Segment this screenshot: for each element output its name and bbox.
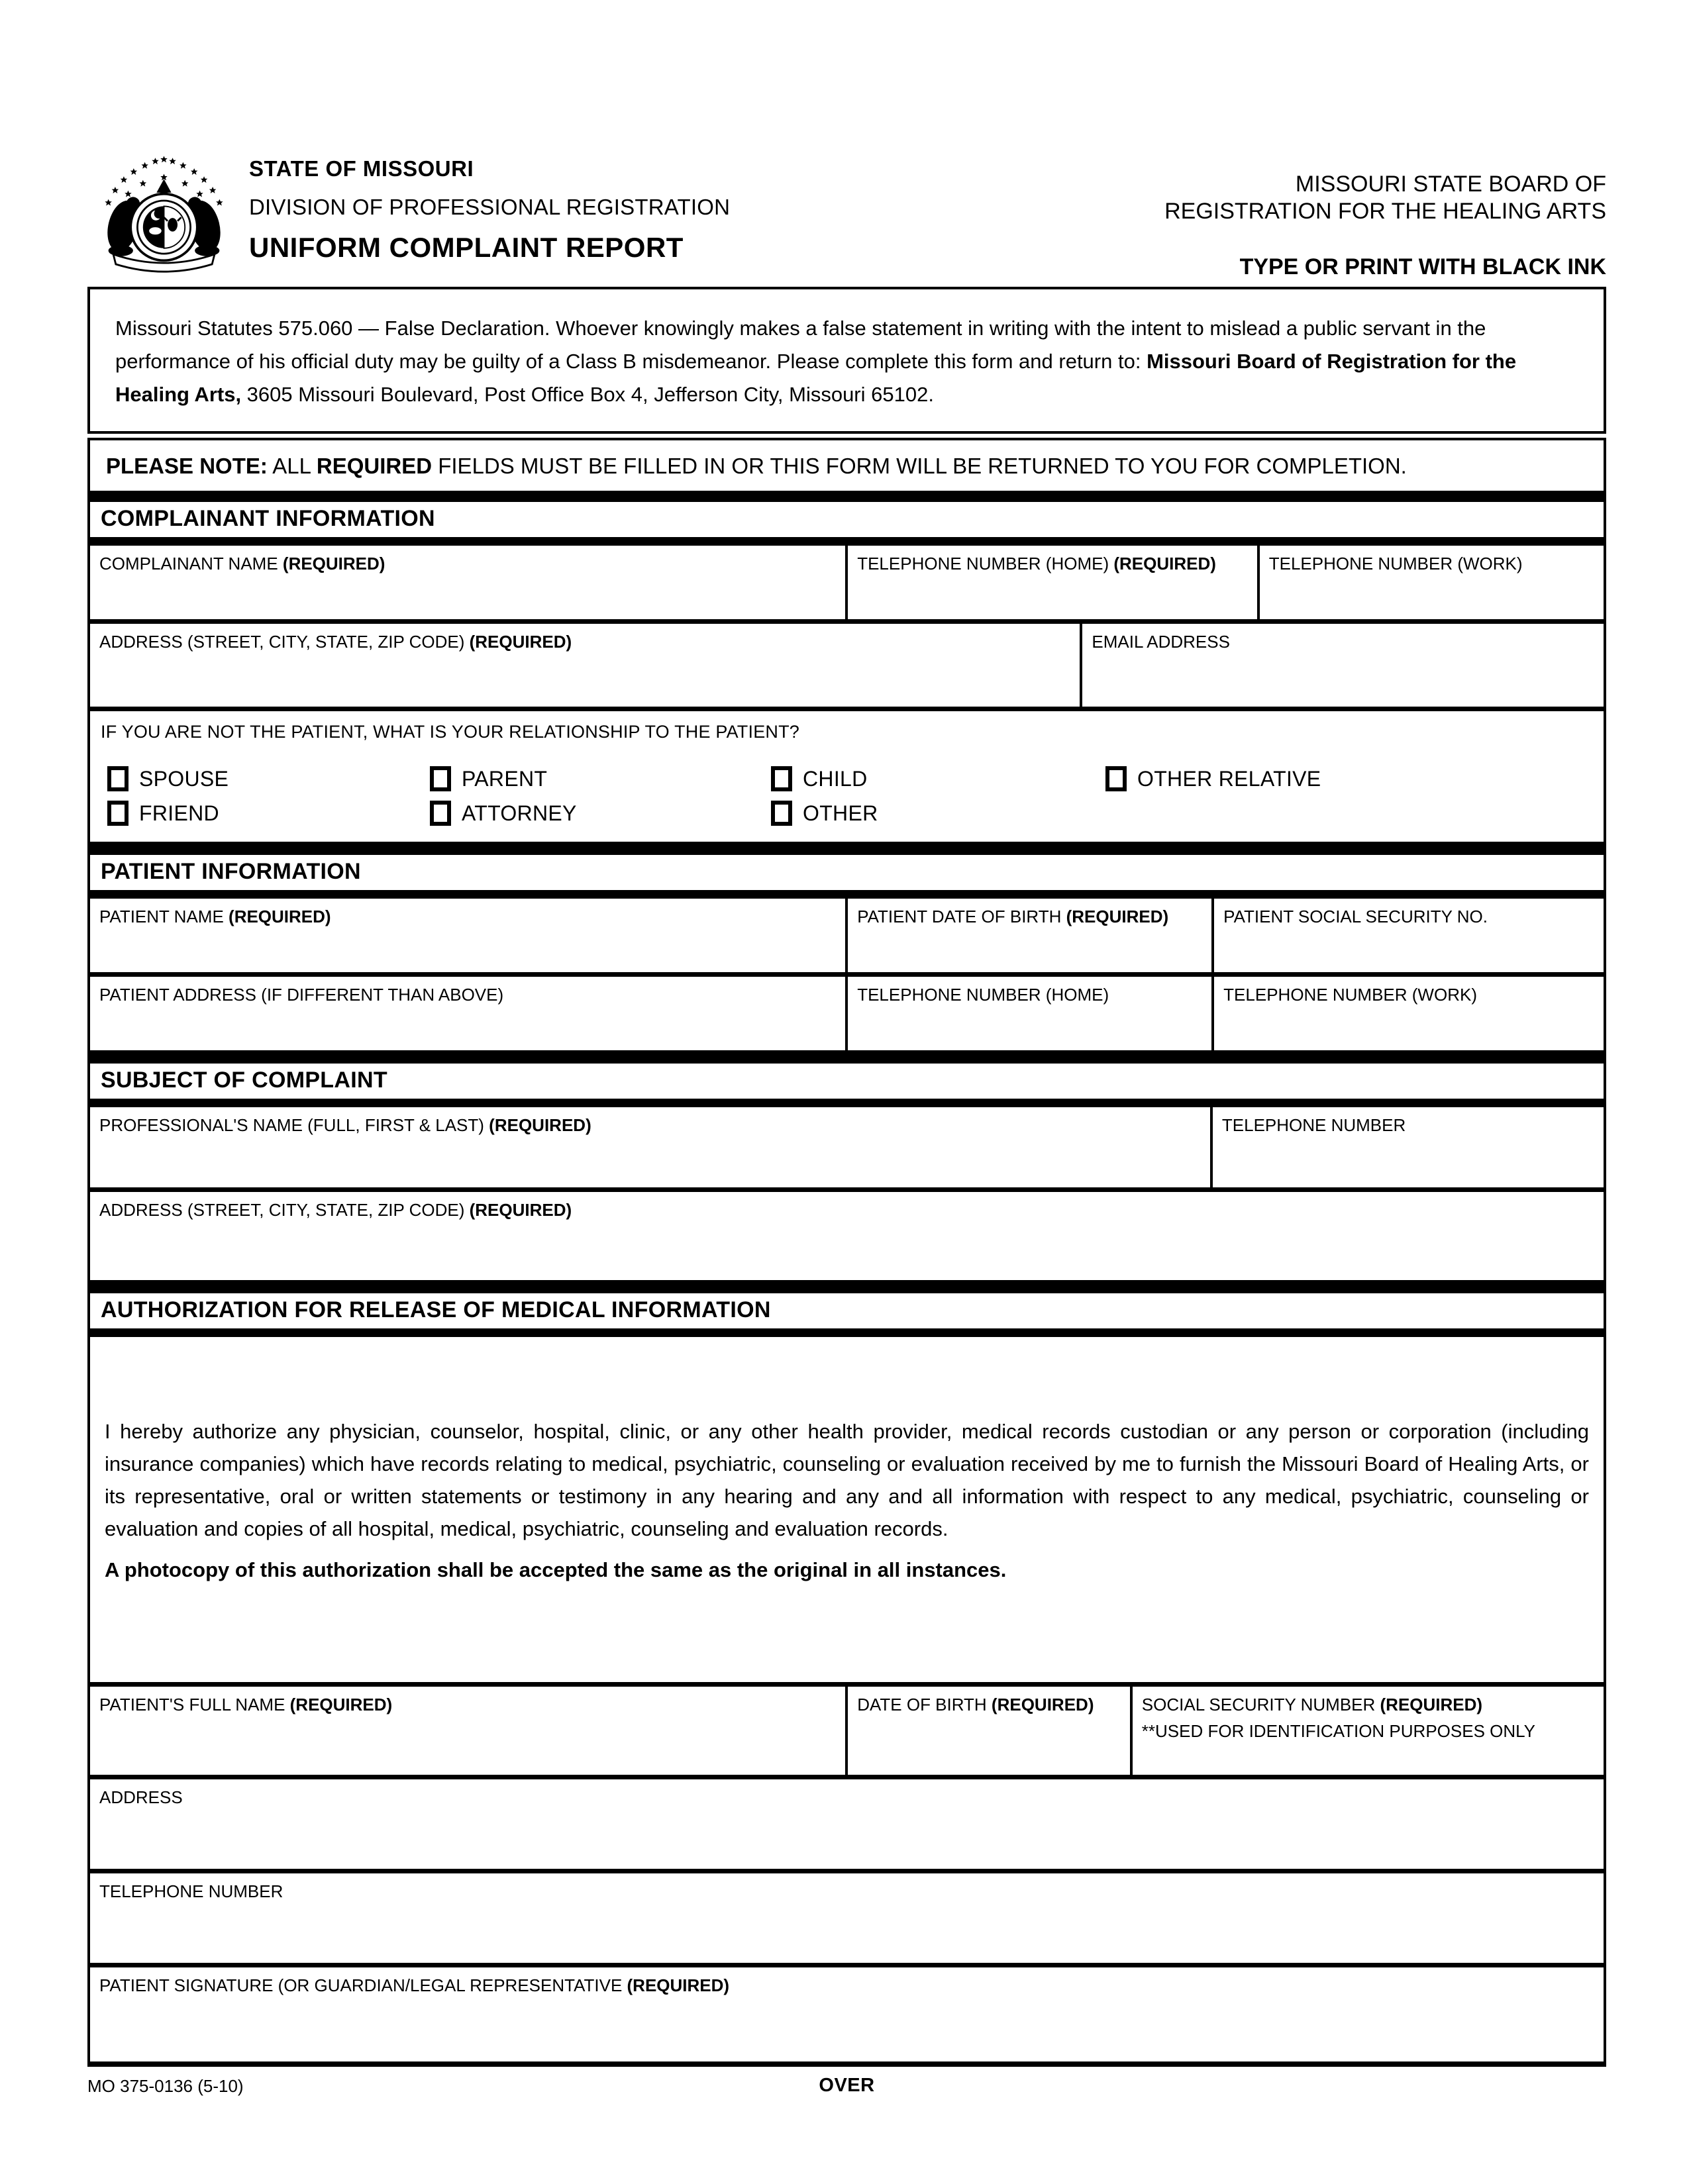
patient-signature-label: PATIENT SIGNATURE (OR GUARDIAN/LEGAL REPRESENTATIVE xyxy=(99,1975,627,1995)
checkbox-spouse[interactable] xyxy=(107,766,128,791)
auth-ssn-label: SOCIAL SECURITY NUMBER xyxy=(1141,1695,1380,1714)
checkbox-friend[interactable] xyxy=(107,801,128,826)
patient-signature-field[interactable]: PATIENT SIGNATURE (OR GUARDIAN/LEGAL REPRESENTATIVE (REQUIRED) xyxy=(99,1975,730,1995)
subject-row-1 xyxy=(87,1107,1606,1192)
checkbox-attorney[interactable] xyxy=(430,801,451,826)
option-parent: PARENT xyxy=(430,766,771,791)
masthead xyxy=(96,147,1606,280)
patient-phone-work-field[interactable] xyxy=(1211,977,1604,1050)
authorization-row-1 xyxy=(87,1687,1606,1779)
authorization-statement xyxy=(87,1337,1606,1687)
ink-instruction: TYPE OR PRINT WITH BLACK INK xyxy=(1239,254,1606,279)
section-title-patient: PATIENT INFORMATION xyxy=(87,846,1606,899)
checkbox-parent[interactable] xyxy=(430,766,451,791)
checkbox-child[interactable] xyxy=(771,766,792,791)
board-block xyxy=(1164,171,1606,280)
over-label: OVER xyxy=(819,2075,875,2096)
professional-name-label: PROFESSIONAL'S NAME (FULL, FIRST & LAST) xyxy=(99,1115,489,1135)
section-title-subject: SUBJECT OF COMPLAINT xyxy=(87,1055,1606,1107)
patient-name-label: PATIENT NAME xyxy=(99,907,229,926)
form-title: UNIFORM COMPLAINT REPORT xyxy=(249,232,684,263)
patient-dob-label: PATIENT DATE OF BIRTH xyxy=(857,907,1066,926)
agency-line2: DIVISION OF PROFESSIONAL REGISTRATION xyxy=(249,195,731,219)
authorization-row-2 xyxy=(87,1779,1606,1873)
subject-phone-field[interactable] xyxy=(1210,1107,1604,1187)
complainant-name-label: COMPLAINANT NAME xyxy=(99,554,283,573)
complaint-form xyxy=(87,287,1606,2067)
relationship-question: IF YOU ARE NOT THE PATIENT, WHAT IS YOUR RELATIONSHIP TO THE PATIENT? xyxy=(101,722,800,742)
subject-phone-label: TELEPHONE NUMBER xyxy=(1221,1115,1406,1135)
relationship-options xyxy=(107,766,1593,826)
option-friend: FRIEND xyxy=(107,801,430,826)
please-note-label: PLEASE NOTE: xyxy=(106,454,268,478)
auth-phone-field[interactable] xyxy=(90,1873,1604,1963)
missouri-state-seal-icon xyxy=(96,147,232,273)
auth-address-label: ADDRESS xyxy=(99,1787,183,1807)
option-other: OTHER xyxy=(771,801,1105,826)
authorization-photocopy-note: A photocopy of this authorization shall be accepted the same as the original in all instances. xyxy=(105,1558,1007,1581)
authorization-row-3 xyxy=(87,1873,1606,1967)
auth-phone-label: TELEPHONE NUMBER xyxy=(99,1881,283,1901)
subject-address-label: ADDRESS (STREET, CITY, STATE, ZIP CODE) xyxy=(99,1200,470,1220)
auth-dob-field[interactable]: DATE OF BIRTH (REQUIRED) xyxy=(845,1687,1130,1775)
complainant-row-2 xyxy=(87,624,1606,711)
complainant-email-label: EMAIL ADDRESS xyxy=(1092,632,1230,652)
patient-dob-field[interactable]: PATIENT DATE OF BIRTH (REQUIRED) xyxy=(845,899,1211,972)
brand-text xyxy=(249,156,730,264)
complainant-phone-work-label: TELEPHONE NUMBER (WORK) xyxy=(1268,554,1523,573)
statute-text: Missouri Statutes 575.060 — False Declaration. Whoever knowingly makes a false statement in writing with the intent to mislead a public servant in the performance of his official duty may be guilty of a Class B misdemeanor. Please complete this form and return to: Missouri Board of Registration for the Healing Arts, 3605 Missouri Boulevard, Post Office Box 4, Jefferson City, Missouri 65102. xyxy=(115,317,1517,406)
checkbox-other-relative[interactable] xyxy=(1105,766,1127,791)
option-attorney: ATTORNEY xyxy=(430,801,771,826)
complainant-phone-home-field[interactable]: TELEPHONE NUMBER (HOME) (REQUIRED) xyxy=(845,546,1257,619)
patient-phone-work-label: TELEPHONE NUMBER (WORK) xyxy=(1223,985,1477,1005)
complainant-phone-work-field[interactable] xyxy=(1257,546,1604,619)
checkbox-other[interactable] xyxy=(771,801,792,826)
patient-name-field[interactable]: PATIENT NAME (REQUIRED) xyxy=(99,907,331,926)
board-line2: REGISTRATION FOR THE HEALING ARTS xyxy=(1164,199,1606,224)
patient-ssn-field[interactable] xyxy=(1211,899,1604,972)
patient-row-2 xyxy=(87,977,1606,1055)
section-title-authorization: AUTHORIZATION FOR RELEASE OF MEDICAL INFORMATION xyxy=(87,1285,1606,1337)
brand-block xyxy=(96,147,730,273)
auth-patient-name-field[interactable]: PATIENT'S FULL NAME (REQUIRED) xyxy=(99,1695,393,1714)
auth-ssn-note: **USED FOR IDENTIFICATION PURPOSES ONLY xyxy=(1141,1721,1536,1741)
complainant-name-field[interactable]: COMPLAINANT NAME (REQUIRED) xyxy=(99,554,385,573)
patient-address-field[interactable] xyxy=(90,977,845,1050)
complainant-address-field[interactable]: ADDRESS (STREET, CITY, STATE, ZIP CODE) (REQUIRED) xyxy=(99,632,572,652)
auth-patient-name-label: PATIENT'S FULL NAME xyxy=(99,1695,290,1714)
complainant-row-1 xyxy=(87,546,1606,624)
authorization-paragraph: I hereby authorize any physician, counselor, hospital, clinic, or any other health provider, medical records custodian or any person or corporation (including insurance companies) which have records relating to medical, psychiatric, counseling or evaluation received by me to furnish the Missouri Board of Healing Arts, or its representative, oral or written statements or testimony in any hearing and any and all information with respect to any medical, psychiatric, counseling or evaluation and copies of all hospital, medical, psychiatric, counseling and evaluation records. xyxy=(105,1420,1589,1540)
footer xyxy=(87,2076,1606,2097)
section-title-complainant: COMPLAINANT INFORMATION xyxy=(87,493,1606,546)
complainant-phone-home-label: TELEPHONE NUMBER (HOME) xyxy=(857,554,1114,573)
option-child: CHILD xyxy=(771,766,1105,791)
professional-name-field[interactable]: PROFESSIONAL'S NAME (FULL, FIRST & LAST) (REQUIRED) xyxy=(99,1115,591,1135)
statute-notice xyxy=(87,287,1606,434)
complainant-email-field[interactable] xyxy=(1080,624,1604,707)
relationship-block xyxy=(87,711,1606,846)
form-number: MO 375-0136 (5-10) xyxy=(87,2076,244,2096)
patient-phone-home-label: TELEPHONE NUMBER (HOME) xyxy=(857,985,1109,1005)
auth-dob-label: DATE OF BIRTH xyxy=(857,1695,992,1714)
subject-address-field[interactable]: ADDRESS (STREET, CITY, STATE, ZIP CODE) (REQUIRED) xyxy=(99,1200,572,1220)
complainant-address-label: ADDRESS (STREET, CITY, STATE, ZIP CODE) xyxy=(99,632,470,652)
option-spouse: SPOUSE xyxy=(107,766,430,791)
authorization-row-4 xyxy=(87,1967,1606,2067)
patient-ssn-label: PATIENT SOCIAL SECURITY NO. xyxy=(1223,907,1488,926)
subject-row-2 xyxy=(87,1192,1606,1285)
board-line1: MISSOURI STATE BOARD OF xyxy=(1295,172,1606,197)
patient-phone-home-field[interactable] xyxy=(845,977,1211,1050)
option-other-relative: OTHER RELATIVE xyxy=(1105,766,1593,791)
patient-row-1 xyxy=(87,899,1606,977)
auth-address-field[interactable] xyxy=(90,1779,1604,1869)
please-note: PLEASE NOTE: ALL REQUIRED FIELDS MUST BE FILLED IN OR THIS FORM WILL BE RETURNED TO YOU FOR COMPLETION. xyxy=(87,438,1606,493)
patient-address-label: PATIENT ADDRESS (IF DIFFERENT THAN ABOVE) xyxy=(99,985,504,1005)
auth-ssn-field[interactable]: SOCIAL SECURITY NUMBER (REQUIRED) **USED FOR IDENTIFICATION PURPOSES ONLY xyxy=(1130,1687,1604,1775)
agency-line1: STATE OF MISSOURI xyxy=(249,156,474,181)
